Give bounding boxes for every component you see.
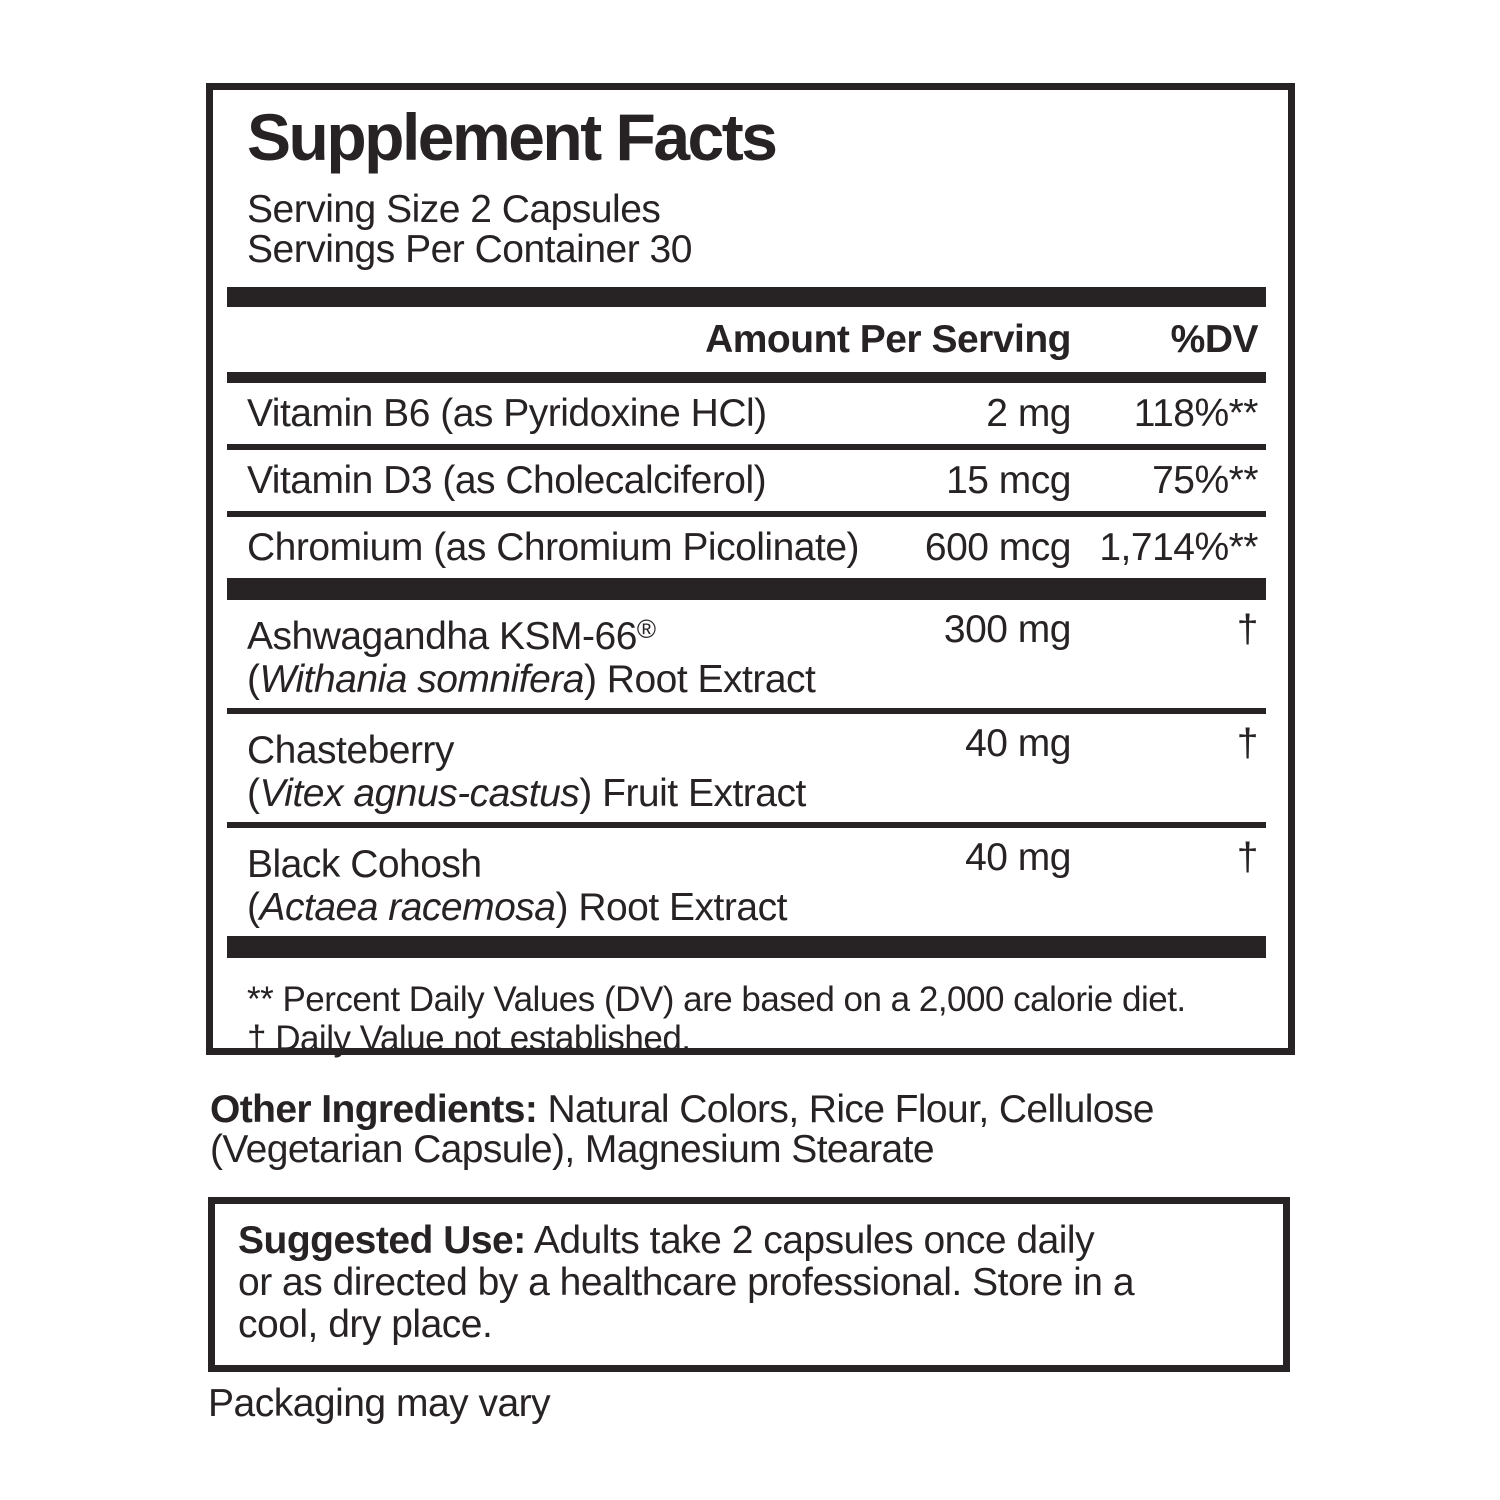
footnotes [227, 980, 1266, 1058]
table-header-row [227, 307, 1266, 372]
ingredient-name: Vitamin D3 (as Cholecalciferol) [247, 459, 767, 502]
supplement-facts-panel [206, 83, 1295, 1058]
suggested-use-text: Adults take 2 capsules once daily [525, 1219, 1095, 1262]
paren-open: ( [247, 772, 260, 815]
paren-open: ( [247, 886, 260, 929]
ingredient-amount: 15 mcg [946, 459, 1071, 502]
ingredient-name [227, 836, 881, 929]
table-row-chromium [227, 517, 1266, 578]
table-row-ashwagandha [227, 600, 1266, 708]
name-suffix: ) Root Extract [555, 886, 787, 929]
ingredient-amount: 40 mg [965, 722, 1071, 765]
ingredient-name: Chromium (as Chromium Picolinate) [247, 526, 859, 569]
registered-trademark-symbol: ® [636, 614, 657, 644]
suggested-use-box [208, 1197, 1290, 1372]
footnote-dv-not-established: † Daily Value not established. [247, 1019, 691, 1058]
other-ingredients-line1 [210, 1090, 1300, 1130]
ingredient-amount: 40 mg [965, 836, 1071, 879]
ingredient-name-text: Chasteberry [247, 729, 454, 772]
ingredient-amount: 600 mcg [924, 526, 1071, 569]
footnote-daily-values: ** Percent Daily Values (DV) are based on a 2,000 calorie diet. [247, 980, 1186, 1019]
latin-name: Withania somnifera [259, 658, 584, 701]
paren-open: ( [247, 658, 260, 701]
other-ingredients-text: Natural Colors, Rice Flour, Cellulose [537, 1088, 1154, 1131]
ingredient-amount: 2 mg [986, 392, 1071, 435]
column-header-amount: Amount Per Serving [705, 318, 1071, 361]
packaging-note: Packaging may vary [208, 1382, 551, 1425]
other-ingredients-line2: (Vegetarian Capsule), Magnesium Stearate [210, 1128, 934, 1171]
suggested-use-line2: or as directed by a healthcare professional. Store in a [238, 1261, 1135, 1304]
latin-name: Vitex agnus-castus [259, 772, 580, 815]
suggested-use-line1 [238, 1220, 1283, 1262]
ingredient-name-line2 [247, 772, 881, 815]
table-row-black-cohosh [227, 828, 1266, 936]
ingredient-amount: 300 mg [943, 608, 1071, 651]
ingredient-name [227, 608, 881, 701]
table-row-vitamin-b6 [227, 383, 1266, 444]
panel-title: Supplement Facts [247, 100, 776, 174]
ingredient-name [227, 722, 881, 815]
ingredient-dv-dagger: † [1236, 836, 1258, 879]
suggested-use-line3: cool, dry place. [238, 1303, 493, 1346]
table-row-vitamin-d3 [227, 450, 1266, 511]
other-ingredients [210, 1090, 1300, 1170]
ingredient-name-text: Black Cohosh [247, 843, 482, 886]
serving-size: Serving Size 2 Capsules [247, 188, 661, 231]
name-suffix: ) Fruit Extract [579, 772, 806, 815]
ingredient-dv: 75%** [1152, 459, 1258, 502]
ingredient-dv: 1,714%** [1099, 526, 1258, 569]
ingredient-name-line1 [247, 722, 881, 772]
ingredient-name-text: Ashwagandha KSM-66 [247, 615, 637, 658]
latin-name: Actaea racemosa [259, 886, 556, 929]
ingredient-name-line2 [247, 886, 881, 929]
name-suffix: ) Root Extract [583, 658, 816, 701]
table-row-chasteberry [227, 714, 1266, 822]
servings-per-container: Servings Per Container 30 [247, 228, 692, 271]
ingredient-name-line2 [247, 658, 881, 701]
other-ingredients-label: Other Ingredients: [210, 1088, 538, 1131]
section-divider-bar [227, 578, 1266, 600]
ingredient-dv-dagger: † [1236, 608, 1258, 651]
ingredient-dv-dagger: † [1236, 722, 1258, 765]
column-header-dv: %DV [1170, 318, 1258, 361]
ingredient-name: Vitamin B6 (as Pyridoxine HCl) [247, 392, 767, 435]
suggested-use-label: Suggested Use: [238, 1219, 526, 1262]
ingredient-name-line1 [247, 836, 881, 886]
ingredient-dv: 118%** [1133, 392, 1258, 435]
section-divider-bar [227, 936, 1266, 958]
ingredient-name-line1 [247, 608, 881, 658]
section-divider-bar [227, 287, 1266, 307]
header-divider-bar [227, 372, 1266, 383]
